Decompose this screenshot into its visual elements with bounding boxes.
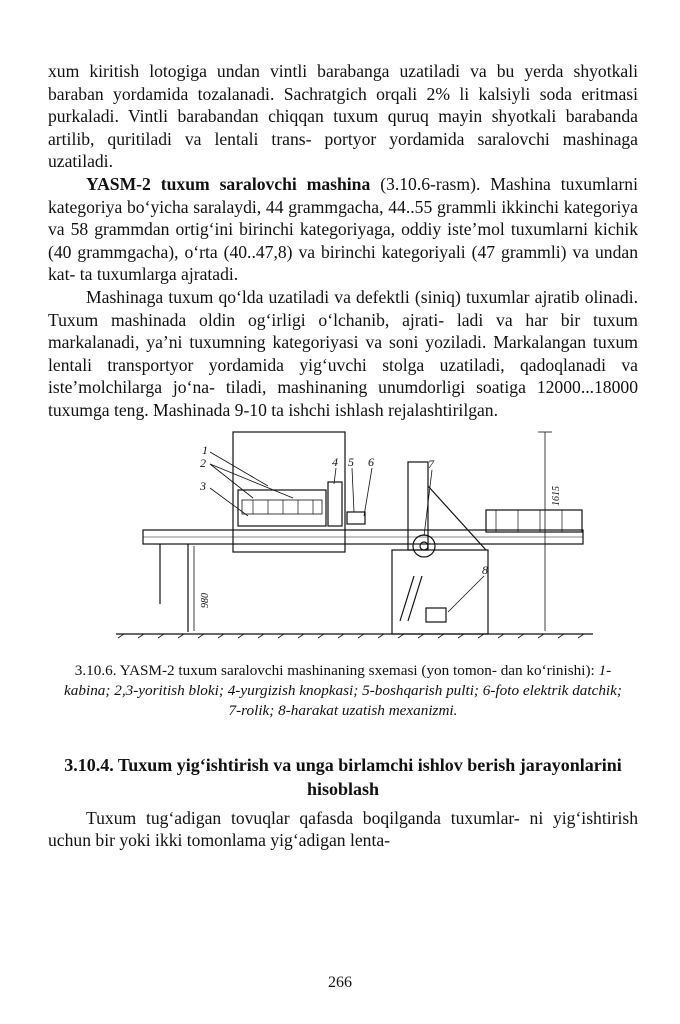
paragraph-2 [48,173,638,286]
diagram-label-7: 7 [428,456,434,471]
paragraph-1: xum kiritish lotogiga undan vintli barabanga uzatiladi va bu yerda shyotkali baraban yordamida tozalanadi. Sachratgich orqali 2% li kalsiyli soda eritmasi purkaladi. Vintli barabandan chiqqan tuxum quruq mayin shyotkali barabanda artilib, quritiladi va lentali trans- portyor yordamida saralovchi mashinaga uzatiladi. [48,61,638,172]
diagram-label-1: 1 [202,442,208,457]
height-dimension-label: 1615 [551,485,562,506]
table-dimension-label: 980 [200,592,211,608]
figure-caption [58,661,628,721]
tower-arm [428,486,486,550]
section-heading: 3.10.4. Tuxum yig‘ishtirish va unga birlamchi ishlov berish jarayonlarini hisoblash [64,754,622,799]
machine-diagram [48,426,638,651]
caption-parts: 1-kabina; 2,3-yoritish bloki; 4-yurgizish knopkasi; 5-boshqarish pulti; 6-foto elektrik datchik; 7-rolik; 8-harakat uzatish mexanizmi. [64,661,622,719]
roller [413,535,435,557]
diagram-label-5: 5 [348,454,354,469]
control-panel [328,482,342,526]
caption-lead: 3.10.6. YASM-2 tuxum saralovchi mashinaning sxemasi (yon tomon- dan ko‘rinishi): [74,661,599,679]
machine-name: YASM-2 tuxum saralovchi mashina [86,173,371,194]
diagram-label-6: 6 [368,454,374,469]
photo-sensor [347,512,365,524]
diagram-label-8: 8 [482,562,488,577]
page-content [48,60,638,852]
diagram-label-3: 3 [200,478,206,493]
paragraph-2-text: (3.10.6-rasm). Mashina tuxumlarni kategoriya bo‘yicha saralaydi, 44 grammgacha, 44..55 grammli ikkinchi kategoriya va 58 grammdan ortig‘ini birinchi kategoriyaga, oddiy iste’mol tuxumlarni kichik (40 grammgacha), o‘rta (40..47,8) va birinchi kategoriyali (47 grammli) va undan kat- ta tuxumlarga ajratadi. [48,173,638,285]
page-number: 266 [328,974,352,991]
output-conveyor [486,510,582,532]
diagram-label-4: 4 [332,454,338,469]
paragraph-4: Tuxum tug‘adigan tovuqlar qafasda boqilganda tuxumlar- ni yig‘ishtirish uchun bir yoki ikki tomonlama yig‘adigan lenta- [48,807,638,851]
paragraph-3: Mashinaga tuxum qo‘lda uzatiladi va defektli (siniq) tuxumlar ajratib olinadi. Tuxum mashinada oldin og‘irligi o‘lchanib, ajrati- ladi va har bir tuxum markalanadi, ya’ni tuxumning kategoriyasi va soni yoziladi. Markalangan tuxum lentali transportyor yordamida yig‘uvchi stolga uzatiladi, qadoqlanadi va iste’molchilarga jo‘na- tiladi, mashinaning unumdorligi soatiga 12000...18000 tuxumga teng. Mashinada 9-10 ta ishchi ishlash rejalashtirilgan. [48,286,638,420]
motor [426,608,446,622]
machine-diagram-drawing [48,426,638,651]
diagram-label-2: 2 [200,455,206,470]
